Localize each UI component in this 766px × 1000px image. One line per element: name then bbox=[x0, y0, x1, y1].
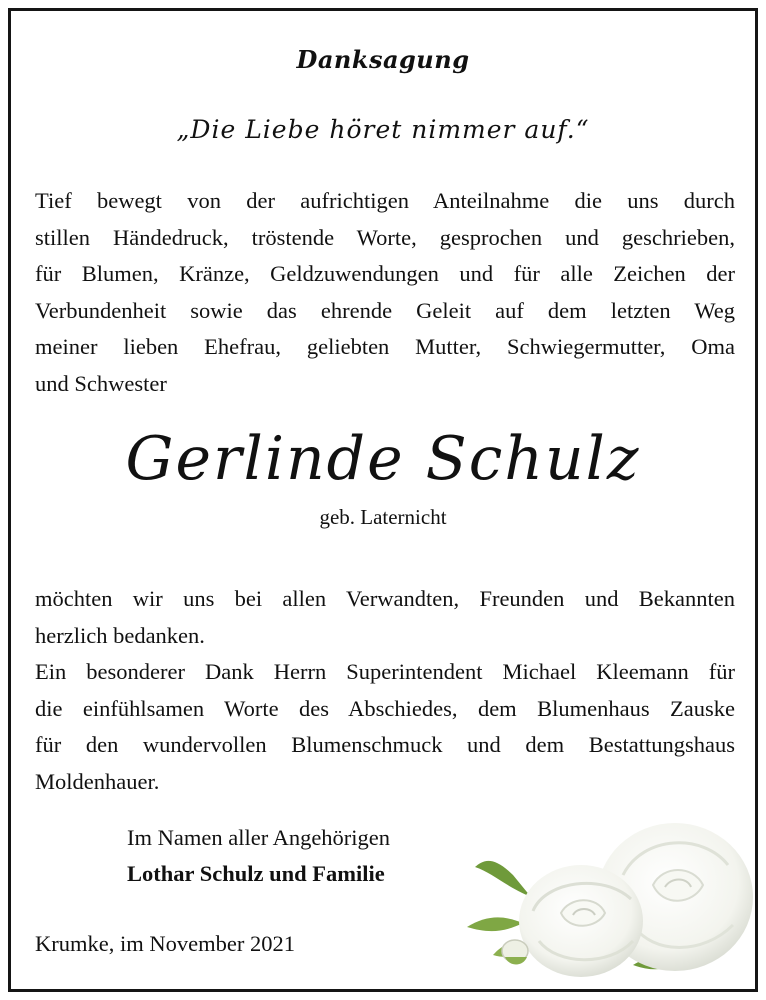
intro-line: für Blumen, Kränze, Geldzuwendungen und für alle Zeichen der bbox=[35, 261, 735, 286]
place-date: Krumke, im November 2021 bbox=[35, 931, 295, 956]
signature-family: Lothar Schulz und Familie bbox=[127, 861, 385, 886]
intro-line: stillen Händedruck, tröstende Worte, gesprochen und geschrieben, bbox=[35, 224, 735, 250]
maiden-name: geb. Laternicht bbox=[319, 505, 447, 529]
thanks-line: herzlich bedanken. bbox=[35, 622, 205, 648]
thanks-paragraph bbox=[35, 581, 735, 800]
thanks-line: Ein besonderer Dank Herrn Superintendent Michael Kleemann für bbox=[35, 659, 735, 684]
deceased-name: Gerlinde Schulz bbox=[125, 424, 641, 494]
intro-line: Tief bewegt von der aufrichtigen Anteilnahme die uns durch bbox=[35, 188, 735, 213]
thanks-line: möchten wir uns bei allen Verwandten, Freunden und Bekannten bbox=[35, 586, 735, 611]
notice-heading: Danksagung bbox=[296, 45, 470, 74]
intro-paragraph bbox=[35, 183, 735, 402]
signature-on-behalf: Im Namen aller Angehörigen bbox=[127, 825, 391, 850]
intro-line: und Schwester bbox=[35, 370, 167, 396]
motto-quote: „Die Liebe höret nimmer auf.“ bbox=[176, 115, 590, 144]
thanks-line: die einfühlsamen Worte des Abschiedes, dem Blumenhaus Zauske bbox=[35, 695, 735, 721]
intro-line: meiner lieben Ehefrau, geliebten Mutter, Schwiegermutter, Oma bbox=[35, 334, 735, 359]
intro-line: Verbundenheit sowie das ehrende Geleit auf dem letzten Weg bbox=[35, 297, 735, 323]
thanks-line: Moldenhauer. bbox=[35, 768, 160, 794]
obituary-notice bbox=[8, 8, 758, 992]
thanks-line: für den wundervollen Blumenschmuck und dem Bestattungshaus bbox=[35, 732, 735, 757]
white-roses-icon bbox=[453, 815, 755, 989]
